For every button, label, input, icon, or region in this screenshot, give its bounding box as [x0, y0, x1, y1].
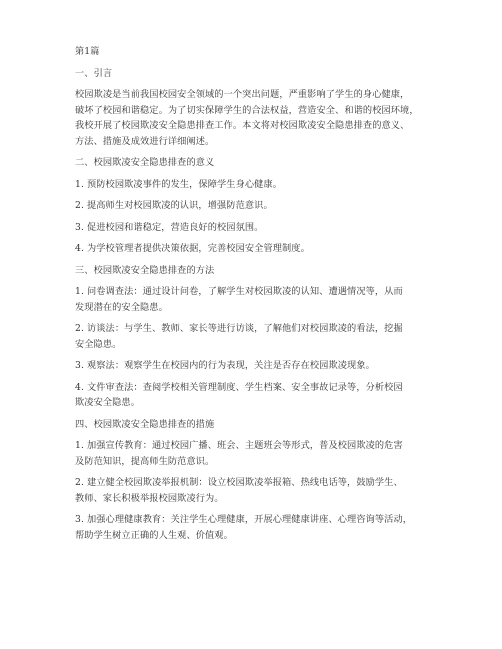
- paragraph-line: 帮助学生树立正确的人生观、价值观。: [75, 529, 233, 541]
- paragraph: [75, 358, 450, 374]
- paragraph-line: 4. 文件审查法：查阅学校相关管理制度、学生档案、安全事故记录等，分析校园: [75, 381, 403, 393]
- paragraph-line: 3. 观察法：观察学生在校园内的行为表现，关注是否存在校园欺凌现象。: [75, 360, 375, 371]
- paragraph: [75, 284, 450, 315]
- paragraph-line: 安全隐患。: [75, 338, 122, 350]
- paragraph-line: 4. 为学校管理者提供决策依据，完善校园安全管理制度。: [75, 243, 310, 254]
- paragraph-line: 及防范知识，提高师生防范意识。: [75, 455, 215, 467]
- paragraph-line: 1. 问卷调查法：通过设计问卷，了解学生对校园欺凌的认知、遭遇情况等，从而: [75, 286, 403, 297]
- paragraph-line: 1. 预防校园欺凌事件的发生，保障学生身心健康。: [75, 178, 283, 190]
- paragraph-line: 教师、家长积极举报校园欺凌行为。: [75, 492, 224, 504]
- paragraph-line: 校园欺凌是当前我国校园安全领域的一个突出问题，严重影响了学生的身心健康，: [75, 89, 410, 100]
- paragraph: [75, 177, 450, 193]
- section-heading: 一、引言: [75, 67, 113, 79]
- paragraph: [75, 321, 450, 352]
- paragraph: [75, 87, 450, 149]
- paragraph: [75, 512, 450, 543]
- paragraph: [75, 198, 450, 214]
- paragraph: [75, 475, 450, 506]
- paragraph: [75, 380, 450, 411]
- paragraph: [75, 220, 450, 236]
- section-heading: 三、校园欺凌安全隐患排查的方法: [75, 264, 215, 276]
- paragraph-line: 2. 访谈法：与学生、教师、家长等进行访谈，了解他们对校园欺凌的看法，挖掘: [75, 323, 403, 334]
- page-label: 第1篇: [75, 46, 100, 57]
- paragraph-line: 1. 加强宣传教育：通过校园广播、班会、主题班会等形式，普及校园欺凌的危害: [75, 440, 403, 451]
- paragraph-line: 欺凌安全隐患。: [75, 397, 141, 408]
- paragraph-line: 破坏了校园和谐稳定。为了切实保障学生的合法权益，营造安全、和谐的校园环境，: [75, 104, 419, 116]
- paragraph-line: 我校开展了校园欺凌安全隐患排查工作。本文将对校园欺凌安全隐患排查的意义、: [75, 120, 410, 131]
- paragraph: [75, 241, 450, 257]
- paragraph: [75, 438, 450, 469]
- paragraph-line: 方法、措施及成效进行详细阐述。: [75, 135, 215, 147]
- section-heading: 四、校园欺凌安全隐患排查的措施: [75, 418, 215, 430]
- paragraph-line: 3. 加强心理健康教育：关注学生心理健康，开展心理健康讲座、心理咨询等活动，: [75, 514, 413, 525]
- paragraph-line: 3. 促进校园和谐稳定，营造良好的校园氛围。: [75, 221, 264, 233]
- paragraph-line: 发现潜在的安全隐患。: [75, 301, 168, 313]
- document-body: [75, 44, 450, 549]
- section-heading: 二、校园欺凌安全隐患排查的意义: [75, 157, 215, 168]
- paragraph-line: 2. 提高师生对校园欺凌的认识，增强防范意识。: [75, 200, 273, 211]
- paragraph-line: 2. 建立健全校园欺凌举报机制：设立校园欺凌举报箱、热线电话等，鼓励学生、: [75, 477, 403, 488]
